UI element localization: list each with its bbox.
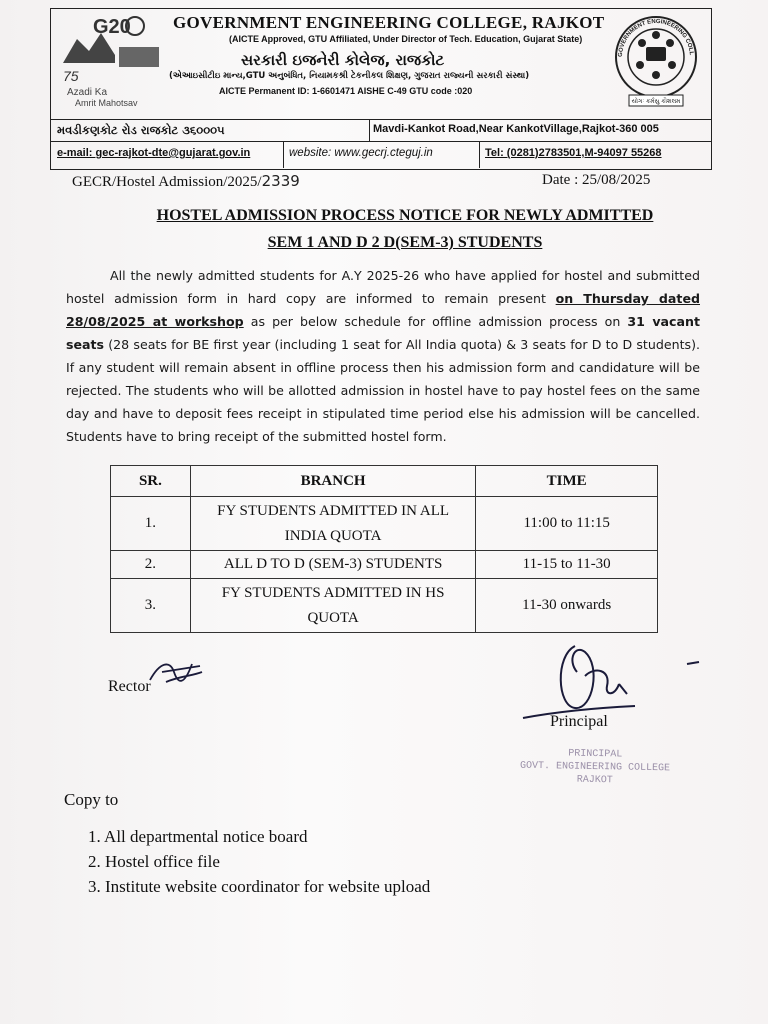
reference-prefix: GECR/Hostel Admission/2025/ bbox=[72, 174, 262, 190]
email-link[interactable]: e-mail: gec-rajkot-dte@gujarat.gov.in bbox=[57, 147, 251, 159]
row-sr: 2. bbox=[111, 551, 191, 579]
affiliation-line: (AICTE Approved, GTU Affiliated, Under Director of Tech. Education, Gujarat State) bbox=[229, 34, 583, 44]
azadi-75: 75 bbox=[63, 68, 79, 84]
header-time: TIME bbox=[476, 466, 658, 497]
notice-date: Date : 25/08/2025 bbox=[542, 172, 651, 188]
notice-body bbox=[66, 264, 700, 448]
stamp-line: GOVT. ENGINEERING COLLEGE bbox=[519, 760, 671, 775]
notice-title-line-2: SEM 1 AND D 2 D(SEM-3) STUDENTS bbox=[267, 234, 543, 251]
row-sr: 3. bbox=[111, 579, 191, 633]
letterhead bbox=[50, 8, 712, 170]
address-english: Mavdi-Kankot Road,Near KankotVillage,Rajkot-360 005 bbox=[373, 123, 659, 135]
address-gujarati: મવડીકણકોટ રોડ રાજકોટ ૩૬૦૦૦૫ bbox=[57, 123, 225, 137]
contact-row bbox=[51, 141, 711, 168]
row-branch: ALL D TO D (SEM-3) STUDENTS bbox=[190, 551, 475, 579]
table-row bbox=[111, 497, 658, 551]
principal-signature-icon bbox=[515, 636, 705, 726]
stamp-line: RAJKOT bbox=[576, 774, 613, 787]
body-text-3: (28 seats for BE first year (including 1 seat for All India quota) & 3 seats for D to D students). If any student will remain absent in offline process then his admission form and candidature will be rejected. The students who will be allotted admission in hostel have to pay hostel fees on the same day and have to deposit fees receipt in stipulated time period else his admission will be cancelled. Students have to bring receipt of the submitted hostel form. bbox=[66, 337, 700, 444]
college-title: GOVERNMENT ENGINEERING COLLEGE, RAJKOT bbox=[173, 13, 605, 32]
affiliation-gujarati: (એઆઇસીટીઇ માન્ય,GTU અનુબંધિત, નિયામકશ્રી ટેકનીકલ શિક્ષણ, ગુજરાત રાજ્યની સરકારી સંસ્થા) bbox=[169, 71, 530, 81]
reference-number bbox=[72, 172, 300, 191]
seal-ring-text: GOVERNMENT ENGINEERING COLL bbox=[617, 18, 694, 58]
college-title-gujarati: સરકારી ઇજનેરી કોલેજ, રાજકોટ bbox=[241, 51, 445, 69]
principal-stamp bbox=[505, 746, 686, 788]
seal-motto: યોગઃ કર્મસુ કૌશલમ bbox=[631, 98, 681, 105]
body-text-1: All the newly admitted students for A.Y 2025-26 who have applied for hostel and submitted hostel admission form in hard copy are informed to remain present bbox=[66, 268, 700, 306]
branch-line: QUOTA bbox=[307, 609, 359, 626]
telephone: Tel: (0281)2783501,M-94097 55268 bbox=[485, 147, 662, 159]
aicte-ids: AICTE Permanent ID: 1-6601471 AISHE C-49 GTU code :020 bbox=[219, 86, 473, 96]
notice-title-line-1: HOSTEL ADMISSION PROCESS NOTICE FOR NEWLY ADMITTED bbox=[156, 207, 654, 224]
list-item: 3. Institute website coordinator for website upload bbox=[88, 877, 431, 896]
schedule-table bbox=[110, 465, 658, 633]
g20-azadi-logo bbox=[55, 11, 165, 111]
row-sr: 1. bbox=[111, 497, 191, 551]
branch-line: INDIA QUOTA bbox=[284, 527, 382, 544]
g20-label: G20 bbox=[93, 16, 131, 38]
body-highlight-seats: 31 vacant seats bbox=[66, 314, 700, 352]
rector-label: Rector bbox=[108, 678, 151, 695]
azadi-line-2: Amrit Mahotsav bbox=[75, 98, 138, 108]
row-branch bbox=[190, 579, 475, 633]
body-text-2: as per below schedule for offline admission process on bbox=[243, 314, 628, 329]
table-row bbox=[111, 551, 658, 579]
row-time: 11-15 to 11-30 bbox=[476, 551, 658, 579]
header-sr: SR. bbox=[111, 466, 191, 497]
branch-line: FY STUDENTS ADMITTED IN HS bbox=[221, 584, 445, 601]
copy-to-list bbox=[88, 824, 430, 899]
body-highlight-date: on Thursday dated 28/08/2025 at workshop bbox=[66, 291, 700, 329]
list-item: 1. All departmental notice board bbox=[88, 827, 308, 846]
table-row bbox=[111, 579, 658, 633]
handwritten-number: 2339 bbox=[261, 172, 300, 190]
header-branch: BRANCH bbox=[190, 466, 475, 497]
website-link[interactable]: website: www.gecrj.cteguj.in bbox=[289, 147, 433, 159]
copy-to-heading: Copy to bbox=[64, 790, 119, 809]
row-branch bbox=[190, 497, 475, 551]
row-time: 11-30 onwards bbox=[476, 579, 658, 633]
principal-label: Principal bbox=[550, 713, 608, 730]
list-item: 2. Hostel office file bbox=[88, 852, 220, 871]
table-header-row bbox=[111, 466, 658, 497]
row-time: 11:00 to 11:15 bbox=[476, 497, 658, 551]
azadi-line-1: Azadi Ka bbox=[67, 87, 108, 98]
address-row bbox=[51, 119, 711, 142]
college-seal-logo bbox=[607, 13, 705, 109]
branch-line: FY STUDENTS ADMITTED IN ALL bbox=[217, 502, 450, 519]
stamp-line: PRINCIPAL bbox=[568, 748, 623, 761]
